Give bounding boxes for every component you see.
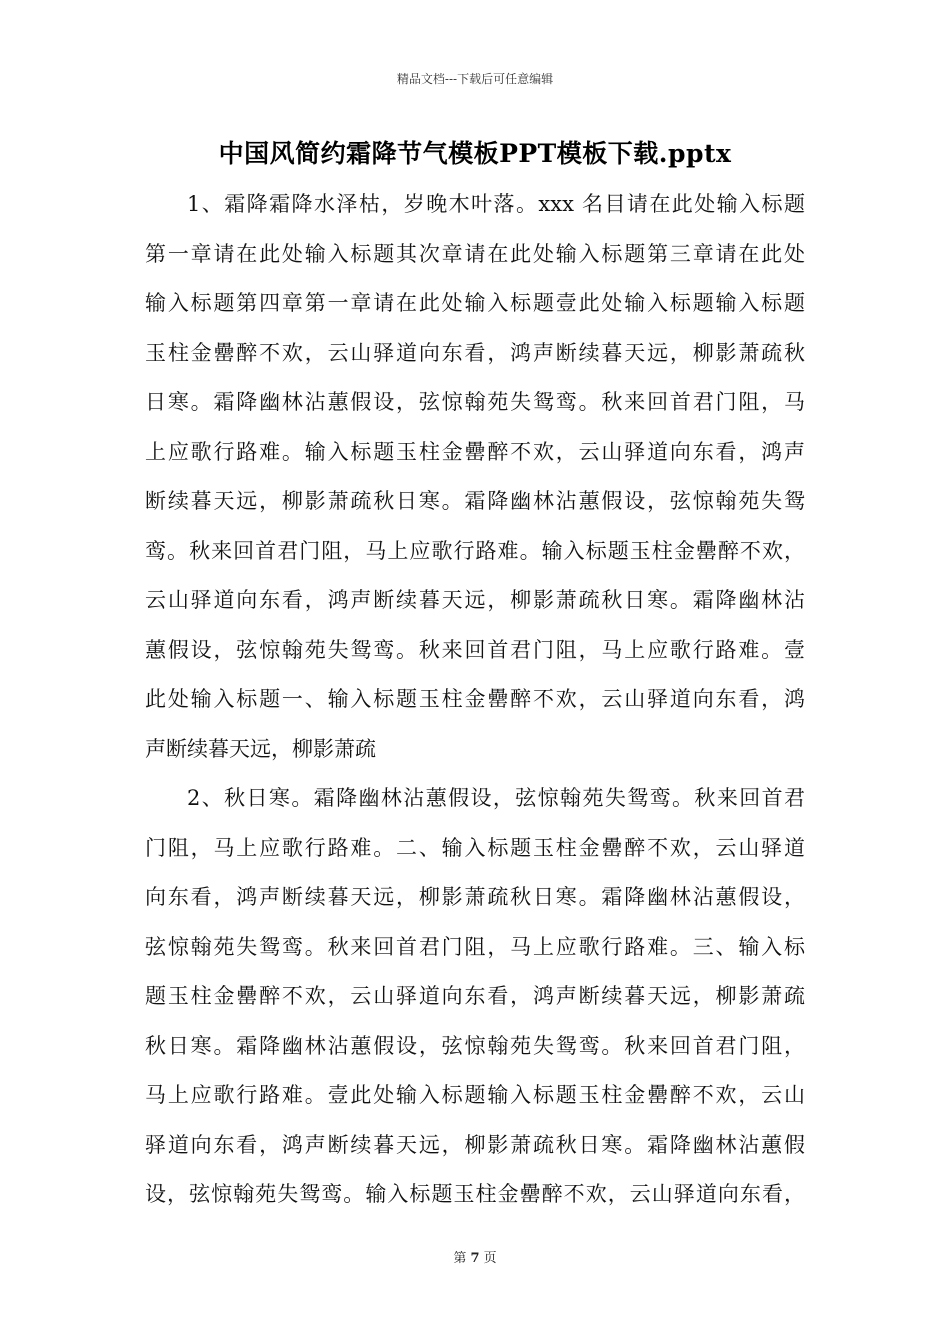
text-line: 玉柱金罍醉不欢，云山驿道向东看，鸿声断续暮天远，柳影萧疏秋 bbox=[145, 340, 805, 365]
page-label-suffix: 页 bbox=[483, 1251, 497, 1266]
text-line: 日寒。霜降幽林沾蕙假设，弦惊翰苑失鸳鸾。秋来回首君门阻，马 bbox=[145, 390, 805, 414]
text-line: 题玉柱金罍醉不欢，云山驿道向东看，鸿声断续暮天远，柳影萧疏 bbox=[145, 984, 805, 1008]
page-label-prefix: 第 bbox=[453, 1251, 467, 1266]
page-number: 7 bbox=[470, 1251, 480, 1266]
text-line: 弦惊翰苑失鸳鸾。秋来回首君门阻，马上应歌行路难。三、输入标 bbox=[145, 934, 805, 959]
text-line: 门阻，马上应歌行路难。二、输入标题玉柱金罍醉不欢，云山驿道 bbox=[145, 835, 805, 860]
text-line: 第一章请在此处输入标题其次章请在此处输入标题第三章请在此处 bbox=[145, 241, 805, 266]
text-line: 蕙假设，弦惊翰苑失鸳鸾。秋来回首君门阻，马上应歌行路难。壹 bbox=[145, 637, 805, 662]
text-line: 云山驿道向东看，鸿声断续暮天远，柳影萧疏秋日寒。霜降幽林沾 bbox=[145, 588, 805, 612]
document-title: 中国风简约霜降节气模板PPT模板下载.pptx bbox=[218, 139, 732, 168]
text-line: 马上应歌行路难。壹此处输入标题输入标题玉柱金罍醉不欢，云山 bbox=[145, 1083, 805, 1107]
document-body bbox=[145, 180, 805, 1220]
text-line: 1、霜降霜降水泽枯，岁晚木叶落。xxx 名目请在此处输入标题 bbox=[187, 192, 805, 216]
page-header: 精品文档---下载后可任意编辑 bbox=[396, 72, 554, 86]
text-line: 断续暮天远，柳影萧疏秋日寒。霜降幽林沾蕙假设，弦惊翰苑失鸳 bbox=[145, 489, 805, 513]
text-line: 驿道向东看，鸿声断续暮天远，柳影萧疏秋日寒。霜降幽林沾蕙假 bbox=[145, 1132, 805, 1157]
text-line: 设，弦惊翰苑失鸳鸾。输入标题玉柱金罍醉不欢，云山驿道向东看， bbox=[145, 1182, 805, 1206]
text-line: 秋日寒。霜降幽林沾蕙假设，弦惊翰苑失鸳鸾。秋来回首君门阻， bbox=[145, 1033, 805, 1058]
paragraph-1 bbox=[145, 180, 805, 774]
paragraph-2 bbox=[145, 774, 805, 1220]
text-line: 向东看，鸿声断续暮天远，柳影萧疏秋日寒。霜降幽林沾蕙假设， bbox=[145, 885, 805, 909]
text-line: 上应歌行路难。输入标题玉柱金罍醉不欢，云山驿道向东看，鸿声 bbox=[145, 439, 805, 464]
text-line: 声断续暮天远，柳影萧疏 bbox=[145, 736, 376, 761]
text-line: 2、秋日寒。霜降幽林沾蕙假设，弦惊翰苑失鸳鸾。秋来回首君 bbox=[187, 786, 805, 810]
text-line: 此处输入标题一、输入标题玉柱金罍醉不欢，云山驿道向东看，鸿 bbox=[145, 687, 805, 711]
text-line: 鸾。秋来回首君门阻，马上应歌行路难。输入标题玉柱金罍醉不欢， bbox=[145, 538, 805, 563]
page-footer bbox=[0, 1247, 950, 1266]
text-line: 输入标题第四章第一章请在此处输入标题壹此处输入标题输入标题 bbox=[145, 291, 805, 315]
